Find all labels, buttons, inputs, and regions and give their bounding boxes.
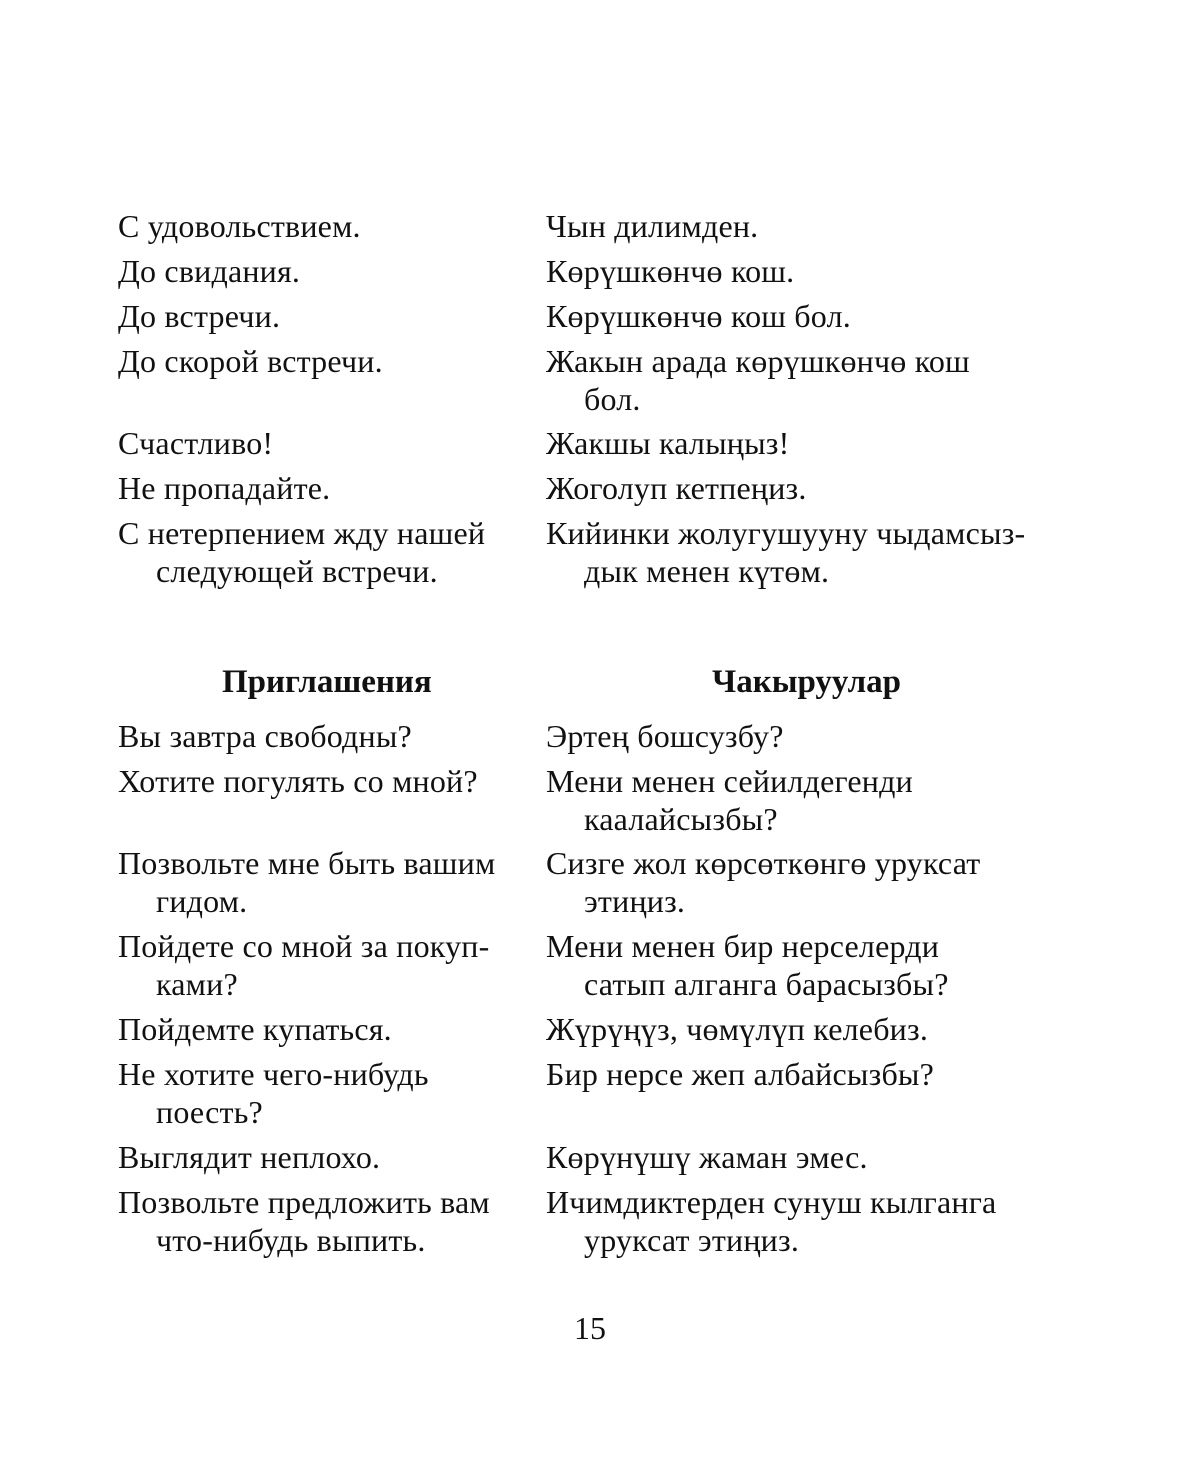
phrase-ru: Не пропадайте. xyxy=(118,470,331,506)
phrase-ky: Бир нерсе жеп албайсызбы? xyxy=(546,1056,935,1092)
phrase-ru: До скорой встречи. xyxy=(118,343,383,379)
phrase-ky: Жоголуп кетпеңиз. xyxy=(546,470,807,506)
section-heading-ru: Приглашения xyxy=(222,664,432,700)
phrase-ky-cont: уруксат этиңиз. xyxy=(584,1222,800,1258)
phrase-ky: Көрүнүшү жаман эмес. xyxy=(546,1139,868,1175)
phrase-ru-cont: что-нибудь выпить. xyxy=(156,1222,426,1258)
phrase-ky: Мени менен бир нерселерди xyxy=(546,928,940,964)
page-number: 15 xyxy=(574,1310,606,1346)
phrase-ru: Пойдемте купаться. xyxy=(118,1011,392,1047)
phrase-ru: Позвольте предложить вам xyxy=(118,1184,490,1220)
phrase-ru: Позвольте мне быть вашим xyxy=(118,845,496,881)
phrase-ky: Көрүшкөнчө кош бол. xyxy=(546,298,851,334)
phrase-ky: Көрүшкөнчө кош. xyxy=(546,253,795,289)
phrase-ky: Сизге жол көрсөткөнгө уруксат xyxy=(546,845,981,881)
phrase-ru-cont: следующей встречи. xyxy=(156,553,438,589)
phrase-ru-cont: ками? xyxy=(156,966,238,1002)
phrase-ru: Хотите погулять со мной? xyxy=(118,763,478,799)
phrase-ru: До встречи. xyxy=(118,298,281,334)
phrase-ky: Чын дилимден. xyxy=(546,208,759,244)
phrase-ru-cont: гидом. xyxy=(156,883,248,919)
phrase-ru: Счастливо! xyxy=(118,425,274,461)
phrase-ky-cont: сатып алганга барасызбы? xyxy=(584,966,949,1002)
phrase-ky-cont: дык менен күтөм. xyxy=(584,553,830,589)
phrase-ky-cont: этиңиз. xyxy=(584,883,686,919)
phrase-ky: Мени менен сейилдегенди xyxy=(546,763,913,799)
phrase-ky: Эртең бошсузбу? xyxy=(546,718,784,754)
phrase-ky: Ичимдиктерден сунуш кылганга xyxy=(546,1184,997,1220)
phrase-ky: Жүрүңүз, чөмүлүп келебиз. xyxy=(546,1011,929,1047)
section-heading-ky: Чакыруулар xyxy=(712,664,901,700)
phrase-ky: Кийинки жолугушууну чыдамсыз- xyxy=(546,515,1026,551)
phrase-ru: До свидания. xyxy=(118,253,301,289)
phrase-ky-cont: бол. xyxy=(584,381,641,417)
phrase-ru: С удовольствием. xyxy=(118,208,361,244)
phrase-ru-cont: поесть? xyxy=(156,1094,263,1130)
phrase-ru: Выглядит неплохо. xyxy=(118,1139,381,1175)
phrase-ru: Вы завтра свободны? xyxy=(118,718,412,754)
phrase-ru: С нетерпением жду нашей xyxy=(118,515,486,551)
phrase-ky: Жакшы калыңыз! xyxy=(546,425,790,461)
phrase-ky: Жакын арада көрүшкөнчө кош xyxy=(546,343,970,379)
phrase-ru: Не хотите чего-нибудь xyxy=(118,1056,429,1092)
phrase-ky-cont: каалайсызбы? xyxy=(584,801,778,837)
phrase-ru: Пойдете со мной за покуп- xyxy=(118,928,490,964)
